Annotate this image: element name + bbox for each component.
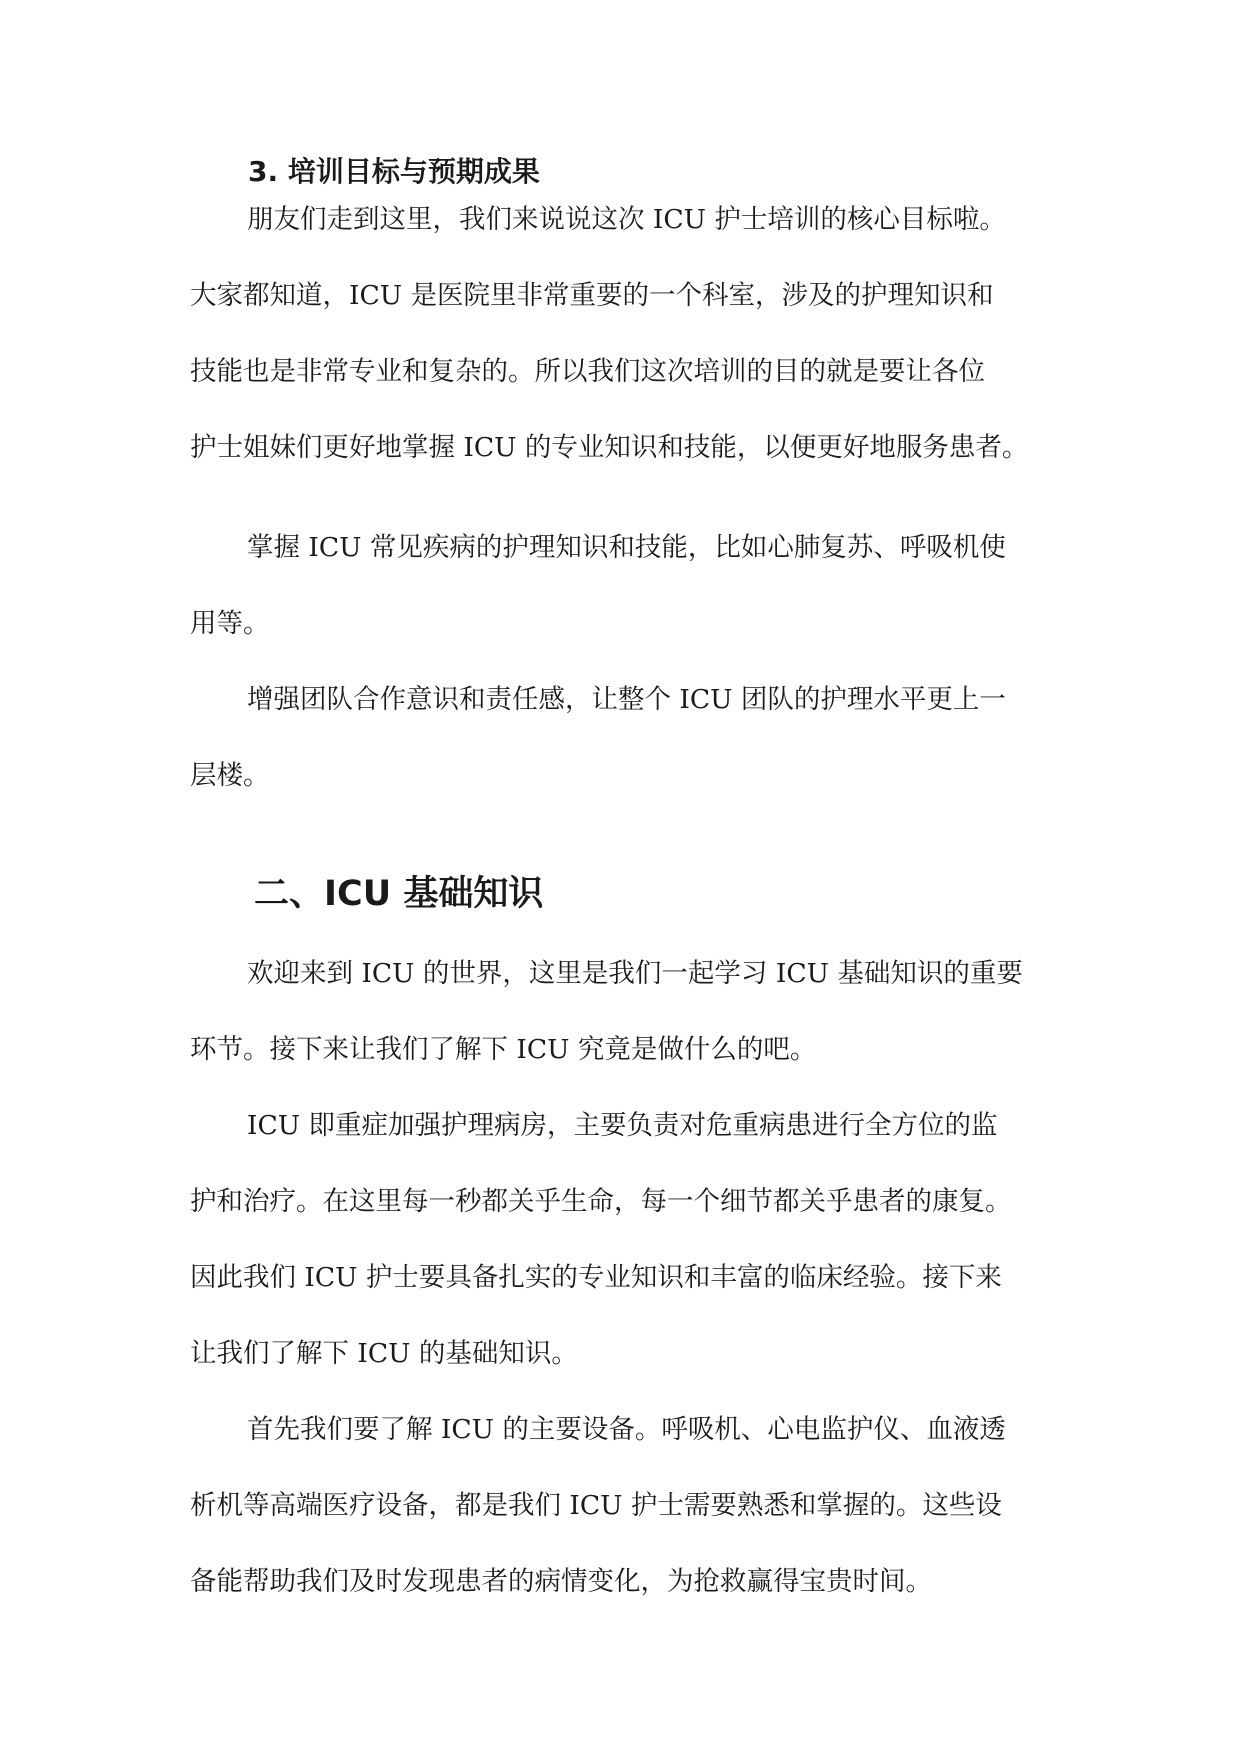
paragraph-line: 大家都知道，ICU 是医院里非常重要的一个科室，涉及的护理知识和 <box>190 280 994 311</box>
paragraph-line: 首先我们要了解 ICU 的主要设备。呼吸机、心电监护仪、血液透 <box>247 1414 1006 1445</box>
paragraph-line: 朋友们走到这里，我们来说说这次 ICU 护士培训的核心目标啦。 <box>247 204 1006 235</box>
paragraph-line: 掌握 ICU 常见疾病的护理知识和技能，比如心肺复苏、呼吸机使 <box>247 532 1006 563</box>
paragraph-welcome-icu <box>190 936 1060 1088</box>
paragraph-line: 技能也是非常专业和复杂的。所以我们这次培训的目的就是要让各位 <box>190 356 985 387</box>
section-heading-icu-basics: 二、ICU 基础知识 <box>254 874 544 914</box>
paragraph-line: 用等。 <box>190 608 270 639</box>
paragraph-training-core-goal <box>190 182 1060 486</box>
paragraph-line: 因此我们 ICU 护士要具备扎实的专业知识和丰富的临床经验。接下来 <box>190 1262 1002 1293</box>
paragraph-icu-equipment <box>190 1392 1060 1620</box>
paragraph-line: 备能帮助我们及时发现患者的病情变化，为抢救赢得宝贵时间。 <box>190 1566 932 1597</box>
paragraph-line: 护和治疗。在这里每一秒都关乎生命，每一个细节都关乎患者的康复。 <box>190 1186 1012 1217</box>
paragraph-line: 层楼。 <box>190 760 270 791</box>
paragraph-master-skills <box>190 510 1060 662</box>
paragraph-line: 让我们了解下 ICU 的基础知识。 <box>190 1338 578 1369</box>
paragraph-line: 析机等高端医疗设备，都是我们 ICU 护士需要熟悉和掌握的。这些设 <box>190 1490 1002 1521</box>
paragraph-icu-definition <box>190 1088 1060 1392</box>
paragraph-line: 欢迎来到 ICU 的世界，这里是我们一起学习 ICU 基础知识的重要 <box>247 958 1023 989</box>
section-heading-training-goals: 3. 培训目标与预期成果 <box>248 155 540 188</box>
paragraph-line: 护士姐妹们更好地掌握 ICU 的专业知识和技能，以便更好地服务患者。 <box>190 432 1029 463</box>
paragraph-line: 增强团队合作意识和责任感，让整个 ICU 团队的护理水平更上一 <box>247 684 1006 715</box>
paragraph-teamwork <box>190 662 1060 814</box>
paragraph-line: 环节。接下来让我们了解下 ICU 究竟是做什么的吧。 <box>190 1034 817 1065</box>
paragraph-line: ICU 即重症加强护理病房，主要负责对危重病患进行全方位的监 <box>247 1110 998 1141</box>
